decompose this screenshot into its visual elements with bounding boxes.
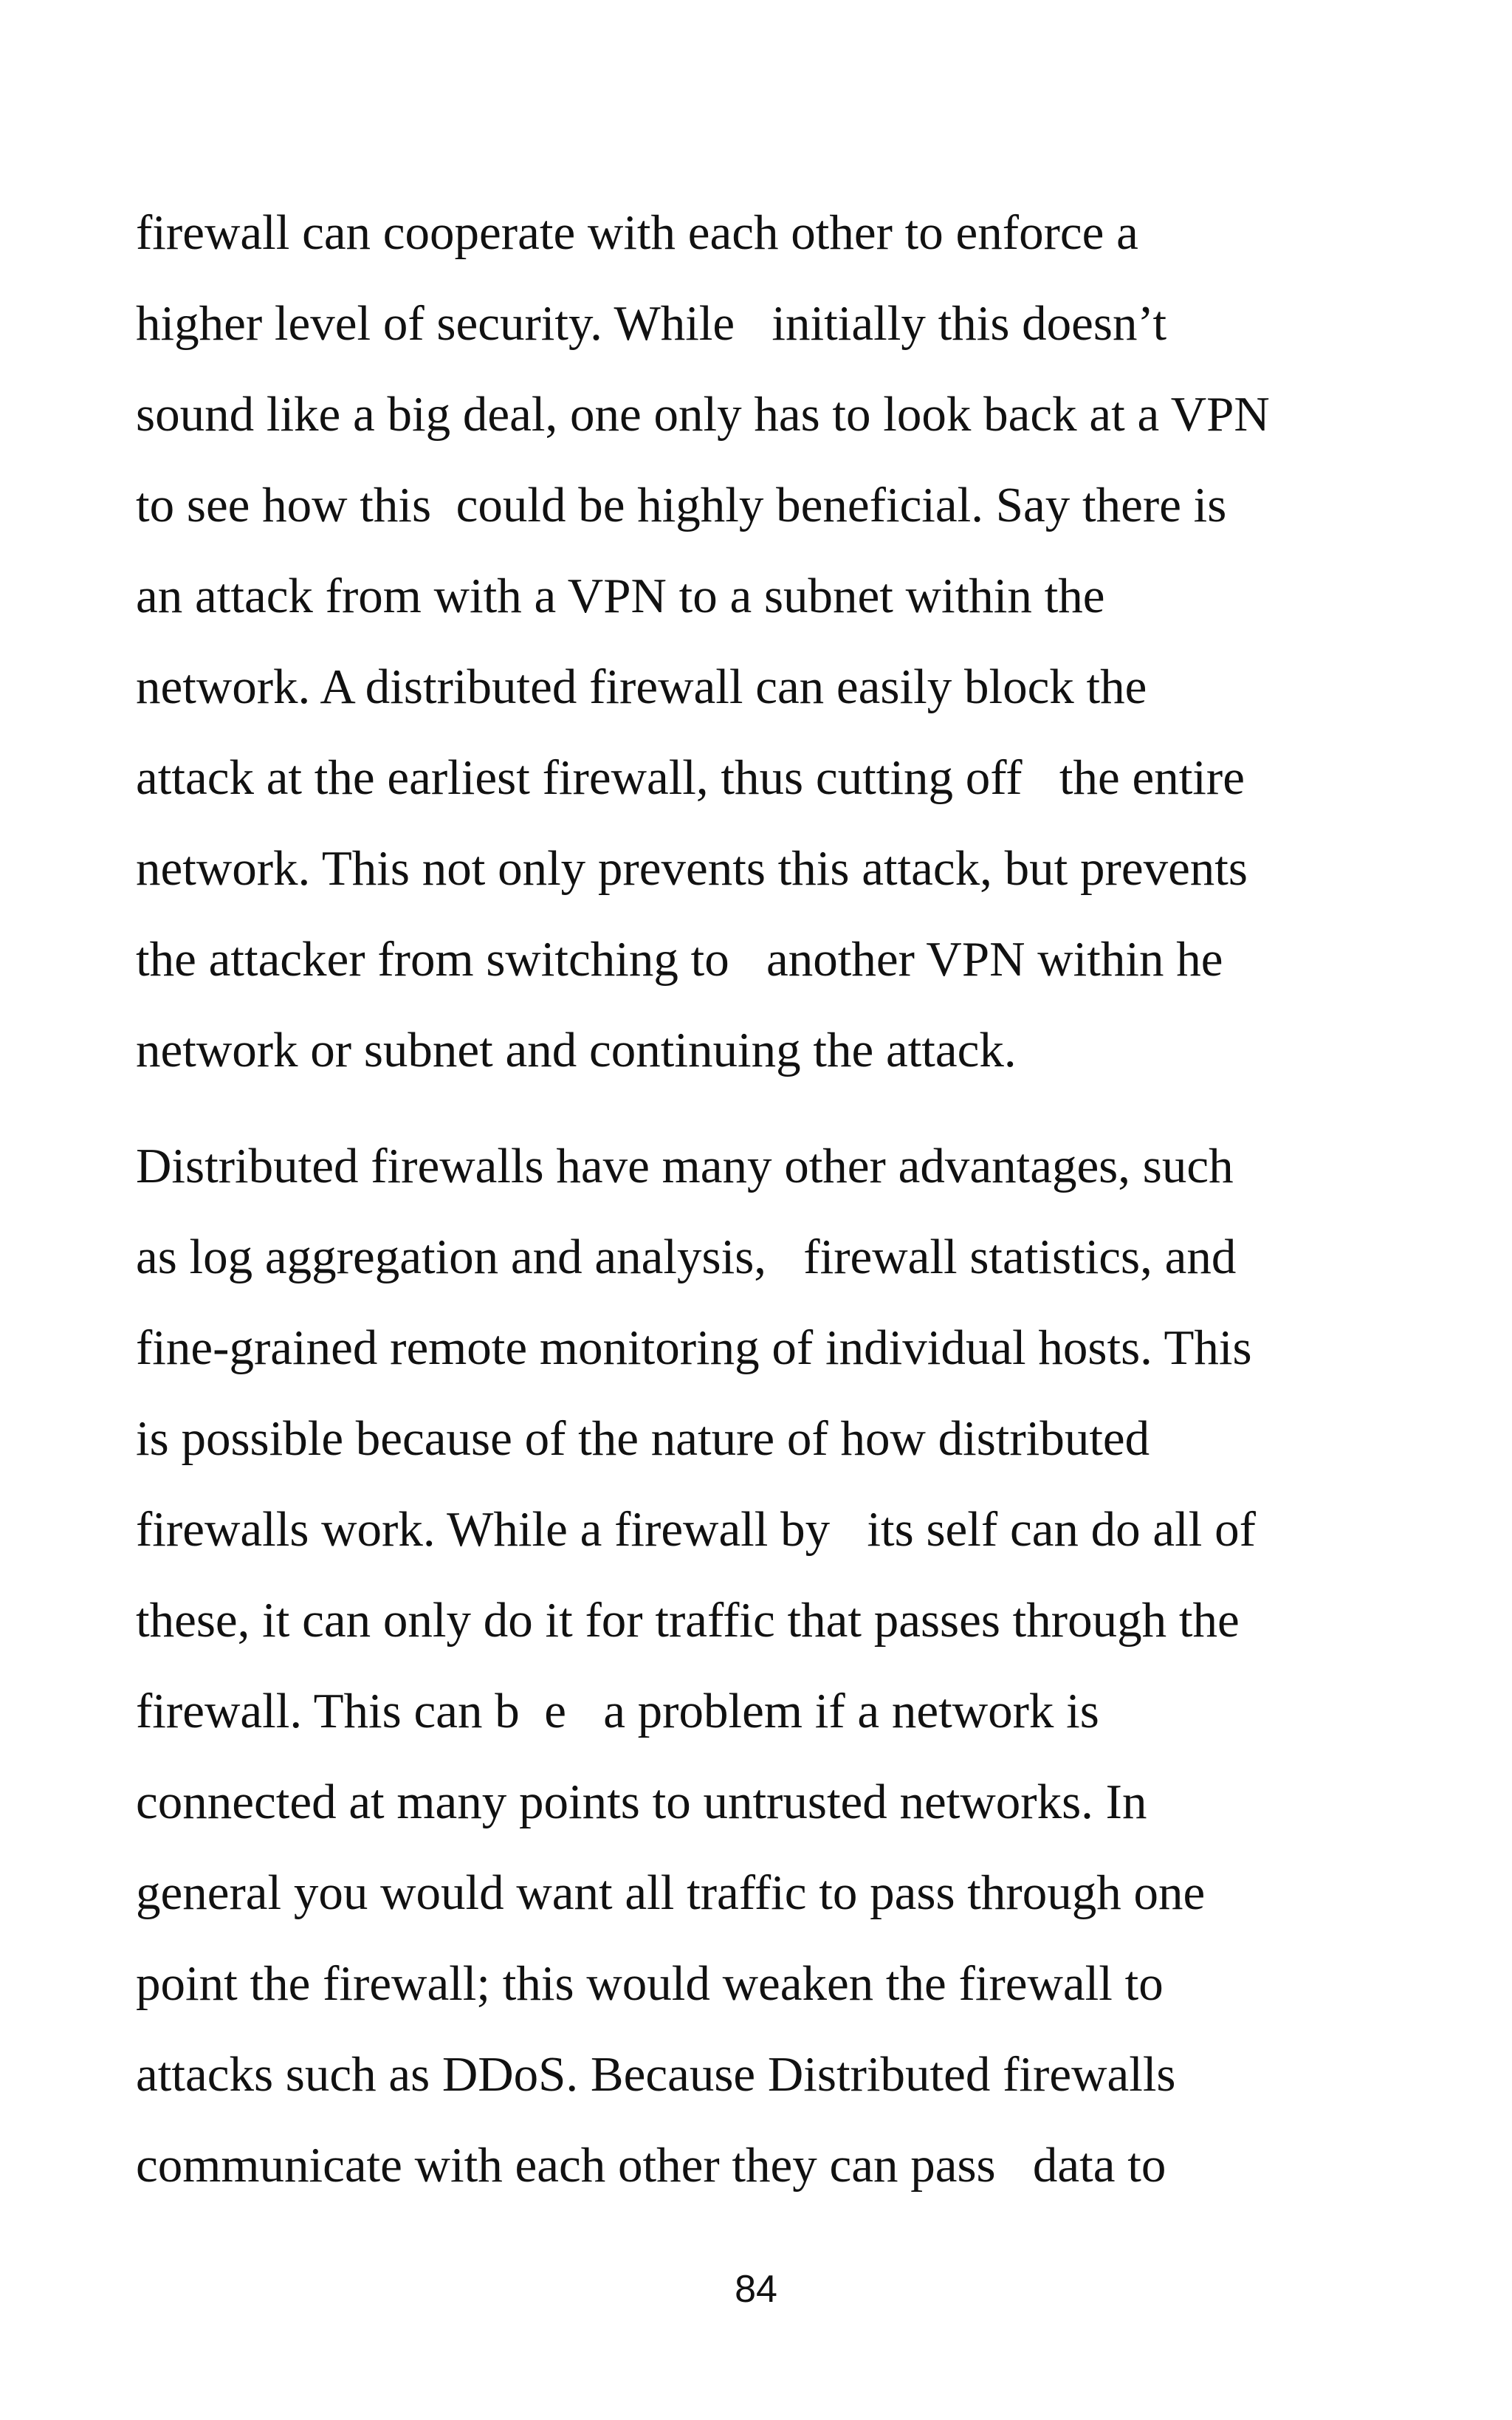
text-line: these, it can only do it for traffic that passes through the — [136, 1593, 1240, 1648]
text-line: higher level of security. While initially this doesn’t — [136, 296, 1167, 351]
text-line: Distributed firewalls have many other advantages, such — [136, 1139, 1234, 1193]
text-line: firewalls work. While a firewall by its self can do all of — [136, 1502, 1256, 1557]
text-line: firewall can cooperate with each other to enforce a — [136, 205, 1138, 260]
text-line: as log aggregation and analysis, firewall statistics, and — [136, 1230, 1237, 1284]
text-line: the attacker from switching to another VPN within he — [136, 932, 1223, 987]
text-line: to see how this could be highly beneficial. Say there is — [136, 478, 1227, 532]
paragraph-1 — [136, 188, 1391, 1096]
text-line: point the firewall; this would weaken the firewall to — [136, 1956, 1164, 2011]
text-line: communicate with each other they can pass data to — [136, 2138, 1166, 2193]
text-line: sound like a big deal, one only has to look back at a VPN — [136, 387, 1270, 442]
text-line: attack at the earliest firewall, thus cutting off the entire — [136, 750, 1245, 805]
text-line: general you would want all traffic to pass through one — [136, 1865, 1206, 1920]
text-line: fine-grained remote monitoring of individual hosts. This — [136, 1320, 1252, 1375]
text-line: an attack from with a VPN to a subnet within the — [136, 569, 1105, 623]
page-number: 84 — [735, 2268, 777, 2311]
paragraph-2 — [136, 1121, 1391, 2211]
text-line: network. This not only prevents this attack, but prevents — [136, 841, 1248, 896]
text-line: attacks such as DDoS. Because Distributed firewalls — [136, 2047, 1176, 2102]
text-line: network or subnet and continuing the attack. — [136, 1023, 1017, 1077]
text-line: connected at many points to untrusted networks. In — [136, 1775, 1147, 1829]
text-line: firewall. This can b e a problem if a network is — [136, 1684, 1099, 1738]
text-line: network. A distributed firewall can easily block the — [136, 659, 1147, 714]
text-line: is possible because of the nature of how distributed — [136, 1411, 1150, 1466]
